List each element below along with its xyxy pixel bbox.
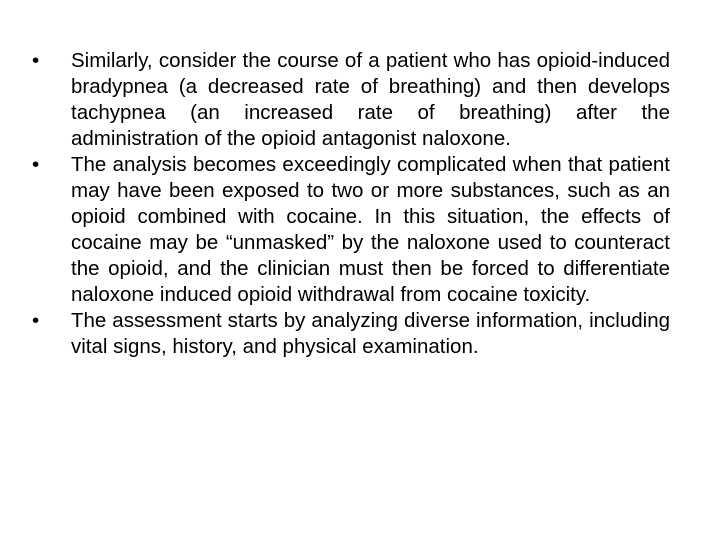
bullet-text: Similarly, consider the course of a patient who has opioid-induced bradypnea (a decreased rate of breathing) and then develops tachypnea (an increased rate of breathing) after the administration of the opioid antagonist naloxone. <box>71 49 670 150</box>
bullet-list <box>30 48 670 360</box>
bullet-item <box>30 152 670 308</box>
bullet-dot-icon: • <box>32 309 40 332</box>
bullet-text: The assessment starts by analyzing diverse information, including vital signs, history, and physical examination. <box>71 309 670 358</box>
bullet-text: The analysis becomes exceedingly complicated when that patient may have been exposed to two or more substances, such as an opioid combined with cocaine. In this situation, the effects of cocaine may be “unmasked” by the naloxone used to counteract the opioid, and the clinician must then be forced to differentiate naloxone induced opioid withdrawal from cocaine toxicity. <box>71 153 670 306</box>
bullet-dot-icon: • <box>32 153 40 176</box>
bullet-dot-icon: • <box>32 49 40 72</box>
bullet-item <box>30 48 670 152</box>
bullet-item <box>30 308 670 360</box>
